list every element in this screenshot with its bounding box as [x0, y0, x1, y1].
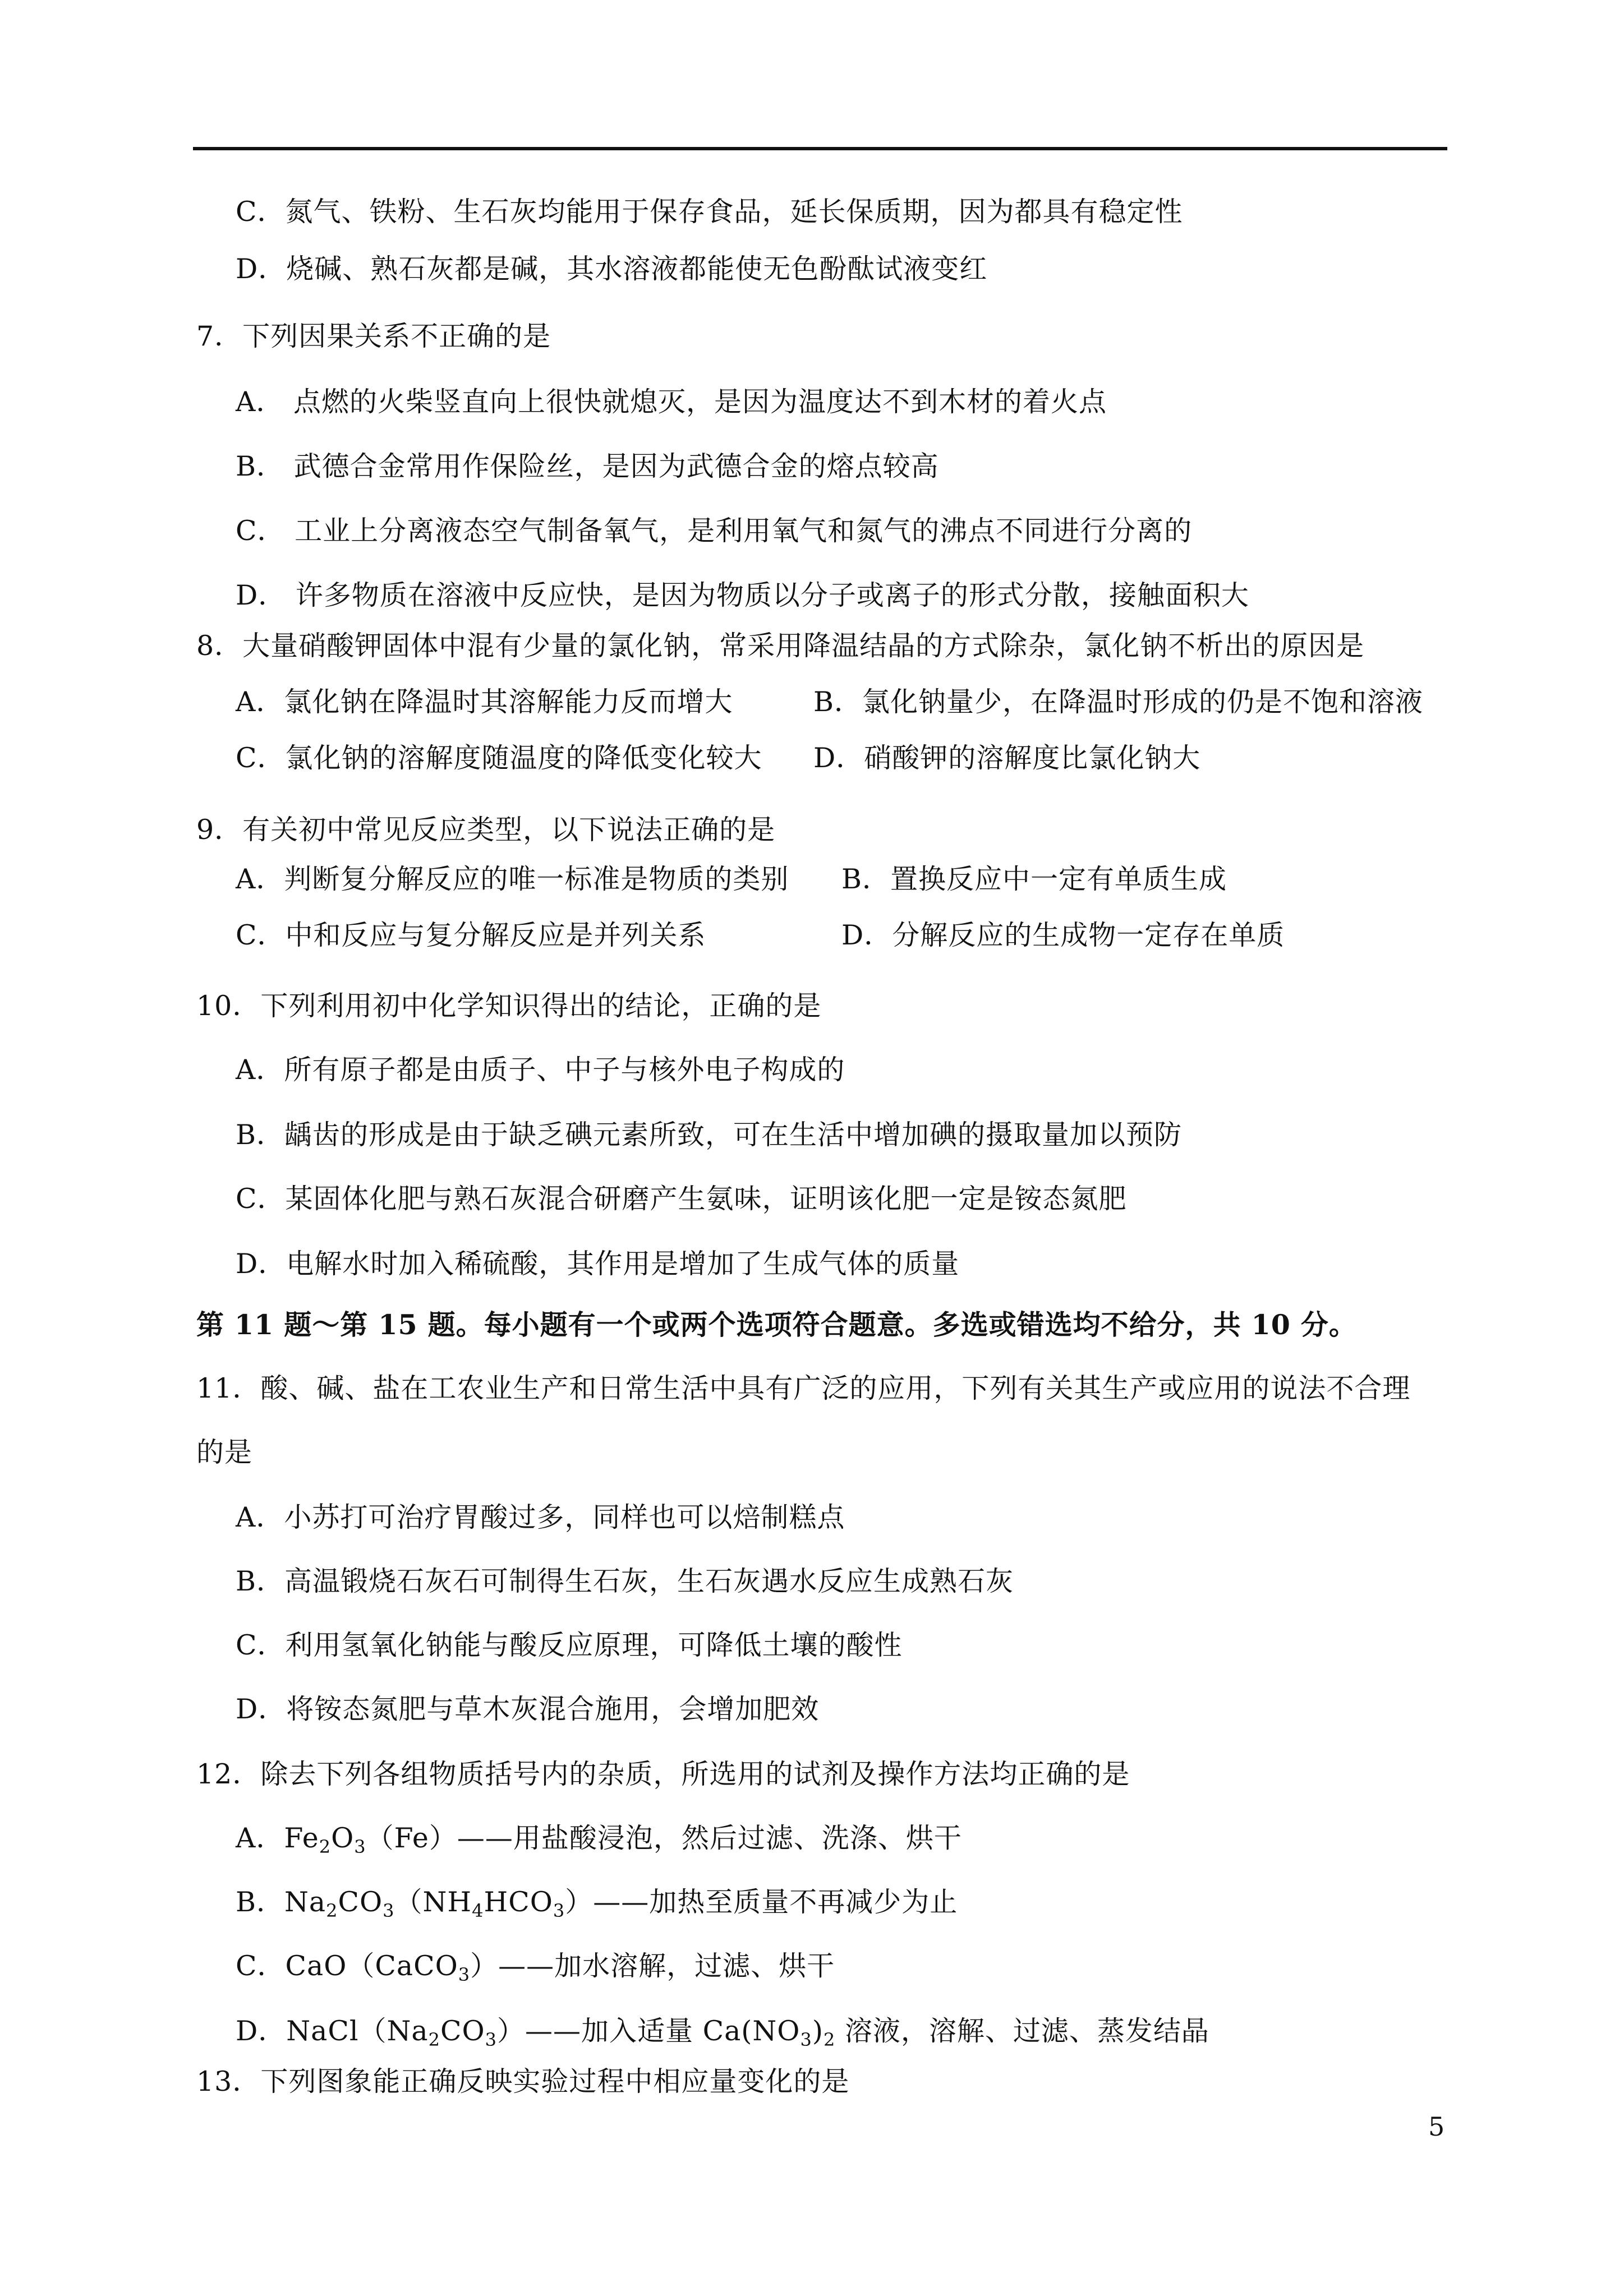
q9-option-b: B．置换反应中一定有单质生成: [841, 863, 1227, 895]
q6-option-d: D．烧碱、熟石灰都是碱，其水溶液都能使无色酚酞试液变红: [236, 253, 988, 285]
q12-option-c: C．CaO（CaCO$_3$）——加水溶解，过滤、烘干: [236, 1950, 835, 1985]
q12-option-a: A．$Fe_2O_3(Fe)——$用盐酸浸泡，然后过滤、洗涤、烘干: [236, 1822, 962, 1857]
q12-stem: 12．除去下列各组物质括号内的杂质，所选用的试剂及操作方法均正确的是: [196, 1758, 1130, 1790]
q8-option-c: C．氯化钠的溶解度随温度的降低变化较大: [236, 742, 762, 774]
header-rule: [193, 147, 1447, 150]
q11-option-d: D．将铵态氮肥与草木灰混合施用，会增加肥效: [236, 1693, 820, 1725]
q7-option-b: B． 武德合金常用作保险丝，是因为武德合金的熔点较高: [236, 450, 939, 482]
q8-option-b: B．氯化钠量少，在降温时形成的仍是不饱和溶液: [813, 686, 1424, 718]
q10-option-a: A．所有原子都是由质子、中子与核外电子构成的: [236, 1054, 845, 1086]
q10-option-d: D．电解水时加入稀硫酸，其作用是增加了生成气体的质量: [236, 1248, 960, 1280]
q12-option-d: D．$NaCl(Na_2CO_3)——$加入适量 $Ca(NO_3)_2$ 溶液，溶解、过滤、蒸发结晶: [236, 2015, 1209, 2050]
section-instruction: 第 11 题～第 15 题。每小题有一个或两个选项符合题意。多选或错选均不给分，共 10 分。: [196, 1308, 1357, 1341]
q7-option-a: A． 点燃的火柴竖直向上很快就熄灭，是因为温度达不到木材的着火点: [236, 386, 1107, 418]
q11-option-a: A．小苏打可治疗胃酸过多，同样也可以焙制糕点: [236, 1501, 845, 1533]
q8-stem: 8．大量硝酸钾固体中混有少量的氯化钠，常采用降温结晶的方式除杂，氯化钠不析出的原因是: [196, 630, 1365, 662]
q7-option-d: D． 许多物质在溶液中反应快，是因为物质以分子或离子的形式分散，接触面积大: [236, 579, 1249, 611]
q9-option-c: C．中和反应与复分解反应是并列关系: [236, 919, 706, 951]
q9-option-d: D．分解反应的生成物一定存在单质: [841, 919, 1285, 951]
q10-option-b: B．龋齿的形成是由于缺乏碘元素所致，可在生活中增加碘的摄取量加以预防: [236, 1119, 1183, 1151]
q7-option-c: C． 工业上分离液态空气制备氧气，是利用氧气和氮气的沸点不同进行分离的: [236, 515, 1193, 547]
q8-option-d: D．硝酸钾的溶解度比氯化钠大: [813, 742, 1201, 774]
q13-stem: 13．下列图象能正确反映实验过程中相应量变化的是: [196, 2066, 850, 2097]
q11-stem-continued: 的是: [196, 1436, 253, 1468]
q6-option-c: C．氮气、铁粉、生石灰均能用于保存食品，延长保质期，因为都具有稳定性: [236, 196, 1183, 228]
q11-option-c: C．利用氢氧化钠能与酸反应原理，可降低土壤的酸性: [236, 1629, 903, 1661]
q12-option-b: B．$Na_2CO_3(NH_4HCO_3)——$加热至质量不再减少为止: [236, 1886, 958, 1921]
q9-option-a: A．判断复分解反应的唯一标准是物质的类别: [236, 863, 789, 895]
q10-stem: 10．下列利用初中化学知识得出的结论，正确的是: [196, 990, 822, 1022]
q11-stem: 11．酸、碱、盐在工农业生产和日常生活中具有广泛的应用，下列有关其生产或应用的说法不合理: [196, 1372, 1411, 1404]
q10-option-c: C．某固体化肥与熟石灰混合研磨产生氨味，证明该化肥一定是铵态氮肥: [236, 1183, 1127, 1215]
q7-stem: 7．下列因果关系不正确的是: [196, 320, 551, 352]
q11-option-b: B．高温锻烧石灰石可制得生石灰，生石灰遇水反应生成熟石灰: [236, 1565, 1014, 1597]
q9-stem: 9．有关初中常见反应类型，以下说法正确的是: [196, 814, 776, 846]
page-number: 5: [1428, 2111, 1445, 2142]
q8-option-a: A．氯化钠在降温时其溶解能力反而增大: [236, 686, 733, 718]
